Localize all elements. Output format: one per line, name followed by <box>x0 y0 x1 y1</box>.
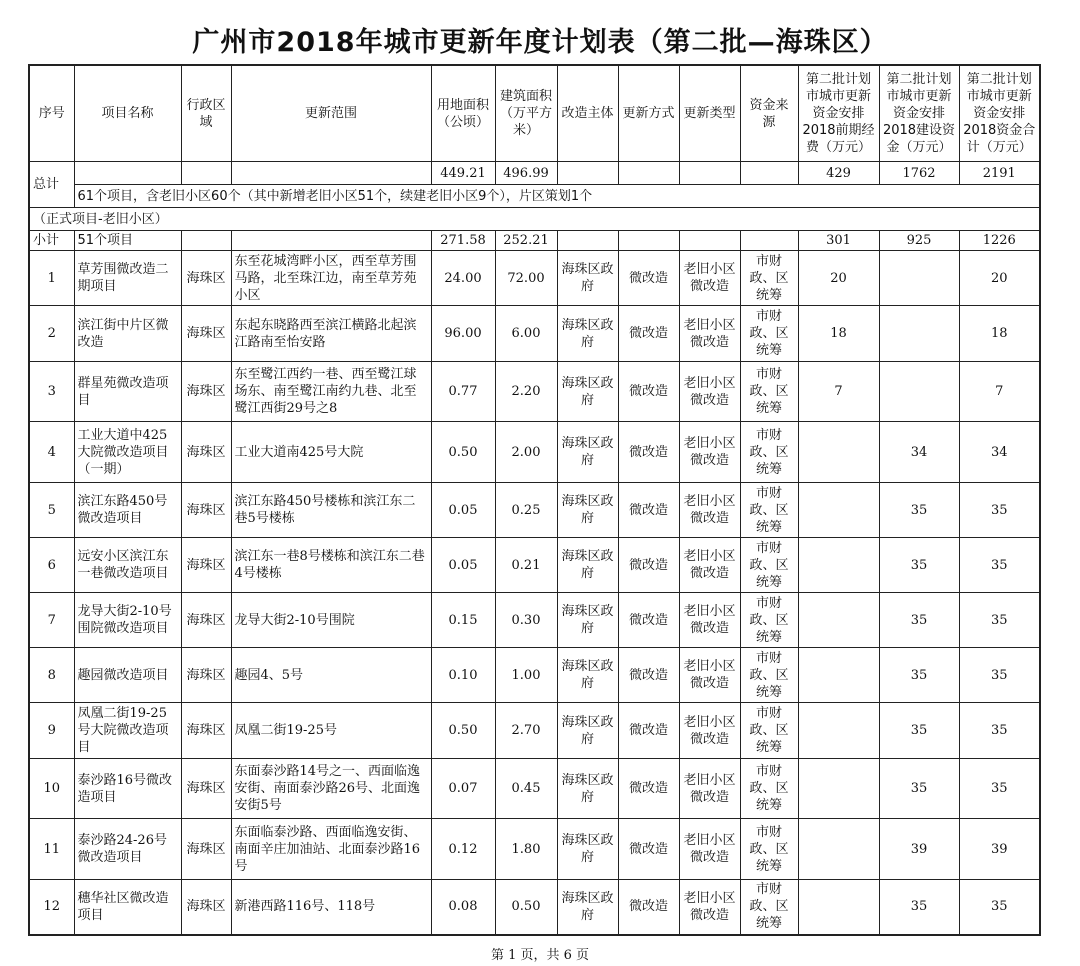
cell-no: 5 <box>29 483 74 538</box>
cell-no: 7 <box>29 593 74 648</box>
cell-building: 0.21 <box>495 538 557 593</box>
renewal-plan-table <box>28 64 1041 936</box>
cell-construction: 35 <box>879 648 959 703</box>
cell-method: 微改造 <box>618 362 679 422</box>
cell-building: 2.00 <box>495 422 557 483</box>
cell-fund: 市财政、区统筹 <box>740 306 798 362</box>
document-title: 广州市2018年城市更新年度计划表（第二批—海珠区） <box>192 27 888 58</box>
cell-building: 1.80 <box>495 819 557 880</box>
cell-fund: 市财政、区统筹 <box>740 648 798 703</box>
cell-district: 海珠区 <box>181 422 231 483</box>
table-row <box>29 422 1040 483</box>
cell-method: 微改造 <box>618 251 679 306</box>
cell-fund: 市财政、区统筹 <box>740 703 798 759</box>
cell-no: 1 <box>29 251 74 306</box>
cell-sum: 35 <box>959 880 1040 935</box>
cell-sum: 39 <box>959 819 1040 880</box>
cell-no: 6 <box>29 538 74 593</box>
cell-no: 4 <box>29 422 74 483</box>
cell-prelim <box>798 538 879 593</box>
cell-construction: 35 <box>879 593 959 648</box>
total-label: 总计 <box>29 162 74 208</box>
cell-construction <box>879 306 959 362</box>
table-row <box>29 759 1040 819</box>
cell-no: 10 <box>29 759 74 819</box>
subtotal-building: 252.21 <box>495 231 557 251</box>
table-row <box>29 251 1040 306</box>
cell-method: 微改造 <box>618 759 679 819</box>
cell-name: 草芳围微改造二期项目 <box>74 251 181 306</box>
cell-construction <box>879 251 959 306</box>
cell-name: 穗华社区微改造项目 <box>74 880 181 935</box>
cell-scope: 东起东晓路西至滨江横路北起滨江路南至怡安路 <box>231 306 431 362</box>
table-row <box>29 538 1040 593</box>
cell-district: 海珠区 <box>181 648 231 703</box>
total-note-row <box>29 185 1040 208</box>
cell-fund: 市财政、区统筹 <box>740 422 798 483</box>
cell-district: 海珠区 <box>181 703 231 759</box>
cell-type: 老旧小区微改造 <box>679 362 740 422</box>
cell-subject: 海珠区政府 <box>557 306 618 362</box>
column-header: 第二批计划市城市更新资金安排2018资金合计（万元） <box>959 65 1040 162</box>
header-row <box>29 65 1040 162</box>
cell-scope: 趣园4、5号 <box>231 648 431 703</box>
cell-fund: 市财政、区统筹 <box>740 362 798 422</box>
cell-method: 微改造 <box>618 703 679 759</box>
table-row <box>29 362 1040 422</box>
table-row <box>29 483 1040 538</box>
cell-prelim <box>798 819 879 880</box>
cell-district: 海珠区 <box>181 538 231 593</box>
cell-building: 0.30 <box>495 593 557 648</box>
cell-building: 2.70 <box>495 703 557 759</box>
cell-name: 凤凰二街19-25号大院微改造项目 <box>74 703 181 759</box>
cell-fund: 市财政、区统筹 <box>740 880 798 935</box>
cell-fund: 市财政、区统筹 <box>740 251 798 306</box>
cell-fund: 市财政、区统筹 <box>740 538 798 593</box>
total-note: 61个项目，含老旧小区60个（其中新增老旧小区51个，续建老旧小区9个），片区策划1个 <box>74 185 1040 208</box>
cell-no: 11 <box>29 819 74 880</box>
cell-scope: 龙导大街2-10号围院 <box>231 593 431 648</box>
cell-name: 泰沙路16号微改造项目 <box>74 759 181 819</box>
section-row <box>29 208 1040 231</box>
subtotal-prelim: 301 <box>798 231 879 251</box>
cell-building: 1.00 <box>495 648 557 703</box>
cell-sum: 18 <box>959 306 1040 362</box>
cell-method: 微改造 <box>618 648 679 703</box>
subtotal-row <box>29 231 1040 251</box>
subtotal-construction: 925 <box>879 231 959 251</box>
cell-sum: 35 <box>959 593 1040 648</box>
cell-type: 老旧小区微改造 <box>679 593 740 648</box>
cell-sum: 7 <box>959 362 1040 422</box>
cell-name: 远安小区滨江东一巷微改造项目 <box>74 538 181 593</box>
cell-scope: 滨江东路450号楼栋和滨江东二巷5号楼栋 <box>231 483 431 538</box>
cell-district: 海珠区 <box>181 593 231 648</box>
column-header: 用地面积（公顷） <box>431 65 495 162</box>
cell-building: 0.50 <box>495 880 557 935</box>
cell-name: 工业大道中425大院微改造项目（一期） <box>74 422 181 483</box>
cell-sum: 35 <box>959 703 1040 759</box>
cell-method: 微改造 <box>618 819 679 880</box>
subtotal-name: 51个项目 <box>74 231 181 251</box>
cell-sum: 35 <box>959 483 1040 538</box>
cell-district: 海珠区 <box>181 759 231 819</box>
cell-prelim <box>798 593 879 648</box>
cell-name: 龙导大街2-10号围院微改造项目 <box>74 593 181 648</box>
table-row <box>29 880 1040 935</box>
cell-fund: 市财政、区统筹 <box>740 593 798 648</box>
cell-type: 老旧小区微改造 <box>679 483 740 538</box>
cell-scope: 东面泰沙路14号之一、西面临逸安街、南面泰沙路26号、北面逸安街5号 <box>231 759 431 819</box>
cell-sum: 35 <box>959 648 1040 703</box>
cell-subject: 海珠区政府 <box>557 703 618 759</box>
cell-type: 老旧小区微改造 <box>679 648 740 703</box>
cell-district: 海珠区 <box>181 483 231 538</box>
cell-fund: 市财政、区统筹 <box>740 483 798 538</box>
cell-prelim: 18 <box>798 306 879 362</box>
cell-prelim <box>798 422 879 483</box>
cell-no: 8 <box>29 648 74 703</box>
cell-name: 趣园微改造项目 <box>74 648 181 703</box>
cell-name: 滨江街中片区微改造 <box>74 306 181 362</box>
cell-scope: 工业大道南425号大院 <box>231 422 431 483</box>
cell-land: 24.00 <box>431 251 495 306</box>
cell-method: 微改造 <box>618 483 679 538</box>
cell-no: 2 <box>29 306 74 362</box>
cell-land: 0.05 <box>431 538 495 593</box>
cell-no: 3 <box>29 362 74 422</box>
total-construction: 1762 <box>879 162 959 185</box>
column-header: 更新方式 <box>618 65 679 162</box>
cell-name: 滨江东路450号微改造项目 <box>74 483 181 538</box>
cell-construction: 39 <box>879 819 959 880</box>
table-row <box>29 306 1040 362</box>
cell-sum: 20 <box>959 251 1040 306</box>
column-header: 建筑面积（万平方米） <box>495 65 557 162</box>
column-header: 资金来源 <box>740 65 798 162</box>
page-footer: 第 1 页，共 6 页 <box>490 948 590 963</box>
cell-fund: 市财政、区统筹 <box>740 819 798 880</box>
cell-type: 老旧小区微改造 <box>679 819 740 880</box>
cell-subject: 海珠区政府 <box>557 422 618 483</box>
cell-name: 泰沙路24-26号微改造项目 <box>74 819 181 880</box>
cell-land: 0.08 <box>431 880 495 935</box>
cell-building: 72.00 <box>495 251 557 306</box>
cell-method: 微改造 <box>618 538 679 593</box>
cell-scope: 东至花城湾畔小区，西至草芳围马路，北至珠江边，南至草芳苑小区 <box>231 251 431 306</box>
cell-construction: 35 <box>879 538 959 593</box>
cell-land: 0.05 <box>431 483 495 538</box>
cell-land: 0.77 <box>431 362 495 422</box>
subtotal-sum: 1226 <box>959 231 1040 251</box>
column-header: 更新范围 <box>231 65 431 162</box>
cell-method: 微改造 <box>618 880 679 935</box>
total-building: 496.99 <box>495 162 557 185</box>
cell-construction: 35 <box>879 703 959 759</box>
cell-land: 0.50 <box>431 422 495 483</box>
cell-prelim <box>798 880 879 935</box>
column-header: 行政区域 <box>181 65 231 162</box>
total-prelim: 429 <box>798 162 879 185</box>
cell-construction <box>879 362 959 422</box>
cell-district: 海珠区 <box>181 362 231 422</box>
cell-no: 12 <box>29 880 74 935</box>
subtotal-land: 271.58 <box>431 231 495 251</box>
cell-land: 0.07 <box>431 759 495 819</box>
table-row <box>29 703 1040 759</box>
cell-subject: 海珠区政府 <box>557 593 618 648</box>
cell-district: 海珠区 <box>181 251 231 306</box>
cell-type: 老旧小区微改造 <box>679 703 740 759</box>
cell-method: 微改造 <box>618 306 679 362</box>
total-land: 449.21 <box>431 162 495 185</box>
cell-type: 老旧小区微改造 <box>679 538 740 593</box>
cell-type: 老旧小区微改造 <box>679 880 740 935</box>
cell-district: 海珠区 <box>181 819 231 880</box>
cell-sum: 35 <box>959 538 1040 593</box>
cell-type: 老旧小区微改造 <box>679 422 740 483</box>
cell-prelim <box>798 703 879 759</box>
cell-scope: 新港西路116号、118号 <box>231 880 431 935</box>
column-header: 更新类型 <box>679 65 740 162</box>
cell-prelim: 20 <box>798 251 879 306</box>
cell-district: 海珠区 <box>181 880 231 935</box>
cell-method: 微改造 <box>618 422 679 483</box>
cell-scope: 滨江东一巷8号楼栋和滨江东二巷4号楼栋 <box>231 538 431 593</box>
cell-district: 海珠区 <box>181 306 231 362</box>
column-header: 改造主体 <box>557 65 618 162</box>
cell-subject: 海珠区政府 <box>557 819 618 880</box>
cell-scope: 东面临泰沙路、西面临逸安街、南面辛庄加油站、北面泰沙路16号 <box>231 819 431 880</box>
cell-building: 0.25 <box>495 483 557 538</box>
column-header: 项目名称 <box>74 65 181 162</box>
cell-land: 0.12 <box>431 819 495 880</box>
cell-construction: 34 <box>879 422 959 483</box>
cell-land: 0.10 <box>431 648 495 703</box>
cell-subject: 海珠区政府 <box>557 362 618 422</box>
cell-subject: 海珠区政府 <box>557 538 618 593</box>
cell-prelim <box>798 483 879 538</box>
cell-subject: 海珠区政府 <box>557 648 618 703</box>
cell-building: 2.20 <box>495 362 557 422</box>
column-header: 第二批计划市城市更新资金安排2018建设资金（万元） <box>879 65 959 162</box>
table-row <box>29 648 1040 703</box>
cell-scope: 东至鹭江西约一巷、西至鹭江球场东、南至鹭江南约九巷、北至鹭江西街29号之8 <box>231 362 431 422</box>
cell-fund: 市财政、区统筹 <box>740 759 798 819</box>
cell-construction: 35 <box>879 759 959 819</box>
cell-land: 96.00 <box>431 306 495 362</box>
cell-building: 6.00 <box>495 306 557 362</box>
table-row <box>29 593 1040 648</box>
cell-subject: 海珠区政府 <box>557 483 618 538</box>
cell-subject: 海珠区政府 <box>557 759 618 819</box>
cell-prelim: 7 <box>798 362 879 422</box>
cell-name: 群星苑微改造项目 <box>74 362 181 422</box>
subtotal-label: 小计 <box>29 231 74 251</box>
column-header: 序号 <box>29 65 74 162</box>
cell-prelim <box>798 648 879 703</box>
cell-type: 老旧小区微改造 <box>679 759 740 819</box>
cell-construction: 35 <box>879 483 959 538</box>
cell-no: 9 <box>29 703 74 759</box>
section-label: （正式项目-老旧小区） <box>29 208 1040 231</box>
total-sum: 2191 <box>959 162 1040 185</box>
column-header: 第二批计划市城市更新资金安排2018前期经费（万元） <box>798 65 879 162</box>
cell-type: 老旧小区微改造 <box>679 251 740 306</box>
cell-building: 0.45 <box>495 759 557 819</box>
cell-sum: 35 <box>959 759 1040 819</box>
cell-type: 老旧小区微改造 <box>679 306 740 362</box>
cell-sum: 34 <box>959 422 1040 483</box>
cell-scope: 凤凰二街19-25号 <box>231 703 431 759</box>
total-row <box>29 162 1040 185</box>
cell-method: 微改造 <box>618 593 679 648</box>
cell-subject: 海珠区政府 <box>557 251 618 306</box>
cell-prelim <box>798 759 879 819</box>
table-row <box>29 819 1040 880</box>
cell-land: 0.50 <box>431 703 495 759</box>
cell-subject: 海珠区政府 <box>557 880 618 935</box>
cell-land: 0.15 <box>431 593 495 648</box>
cell-construction: 35 <box>879 880 959 935</box>
